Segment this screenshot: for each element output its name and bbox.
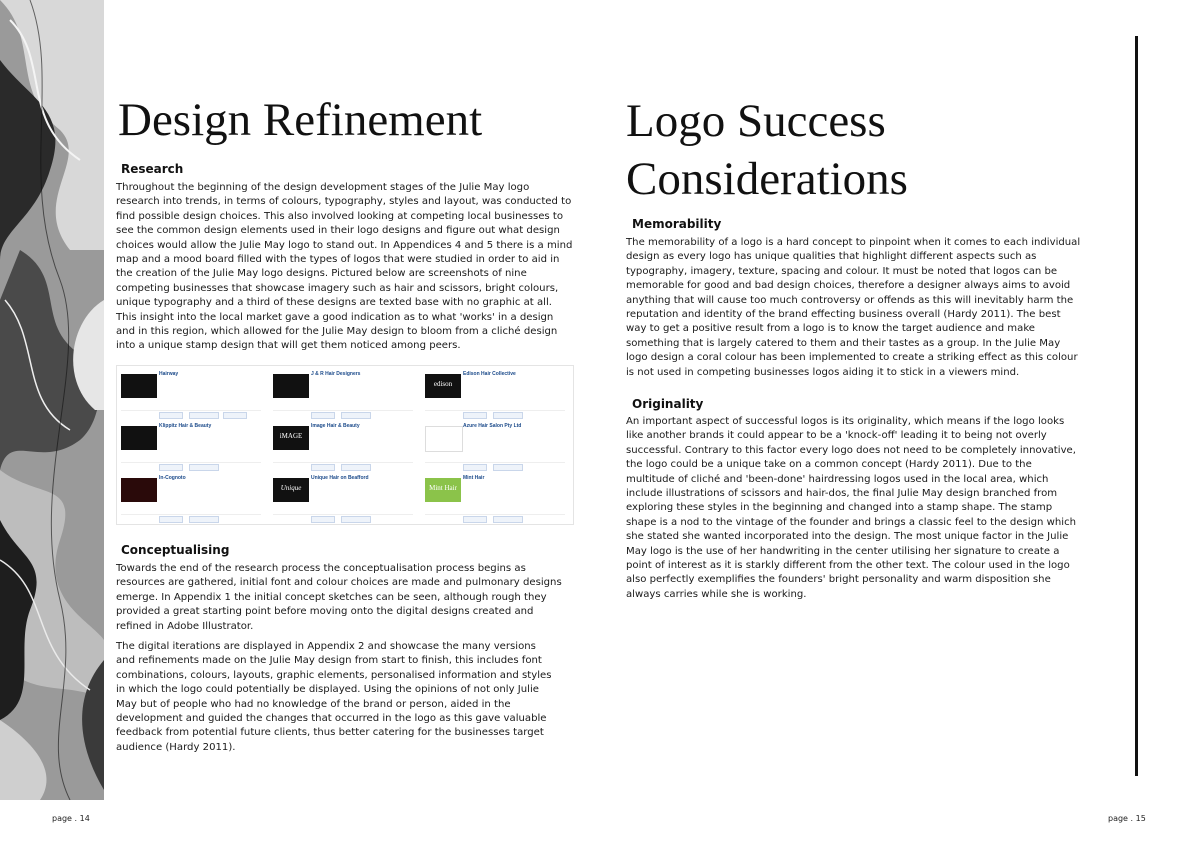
competitor-name: Azure Hair Salon Pty Ltd — [463, 423, 522, 429]
competitor-listing — [271, 368, 419, 419]
right-margin-rule — [1135, 36, 1138, 776]
marble-texture-image — [0, 0, 104, 800]
memorability-heading: Memorability — [632, 217, 722, 231]
competitor-listing — [271, 472, 419, 523]
competitor-name: Klippitz Hair & Beauty — [159, 423, 212, 429]
competitor-listing — [271, 420, 419, 471]
conceptualising-paragraph-1: Towards the end of the research process the conceptualisation process begins as resources are gathered, initial font and colour choices are made and pulmonary designs emerge. In Appendix 1 the initial concept sketches can be seen, although rough they provided a great starting point before moving onto the digital designs created and refined in Adobe Illustrator. — [116, 563, 562, 632]
competitor-name: Mint Hair — [463, 475, 485, 481]
competitor-name: In-Cognoto — [159, 475, 186, 481]
originality-paragraph: An important aspect of successful logos is its originality, which means if the logo looks like another brands it could appear to be a 'knock-off' leading it to being not overly successful. Contrary to this factor every logo does not need to be completely innovative, the logo could be a unique take on a common concept (Hardy 2011). Due to the multitude of cliché and 'been-done' hairdressing logos used in the local area, which include illustrations of scissors and hair-dos, the final Julie May design branched from exploring these styles in the beginning and changed into a stamp shape. The stamp shape is a nod to the vintage of the founder and brings a classic feel to the design which she stated she wanted incorporated into the design. The most unique factor in the Julie May logo is the use of her handwriting in the center utilising her signature to create a point of interest as it is starkly different from the other text. The colour used in the logo also perfectly exemplifies the founders' bright personality and warm disposition she always carries while she is working. — [626, 416, 1077, 600]
competitor-logo: Unique — [273, 478, 309, 502]
competitor-logo — [121, 374, 157, 398]
conceptualising-paragraph-2: The digital iterations are displayed in Appendix 2 and showcase the many versions and refinements made on the Julie May design from start to finish, this includes font combinations, colours, layouts, graphic elements, personalised information and styles in which the logo could potentially be displayed. Using the opinions of not only Julie May but of people who had no knowledge of the brand or person, aided in the development and guided the changes that occurred in the logo as this gave valuable feedback from potential future clients, thus better catering for the businesses target audience (Hardy 2011). — [116, 641, 552, 753]
competitor-logo: Mint Hair — [425, 478, 461, 502]
competitor-name: Edison Hair Collective — [463, 371, 516, 377]
right-page-title: Logo Success Considerations — [626, 95, 908, 205]
competitor-listing — [423, 420, 571, 471]
memorability-paragraph: The memorability of a logo is a hard concept to pinpoint when it comes to each individual design as every logo has unique qualities that highlight different aspects such as typography, imagery, texture, spacing and colour. It must be noted that logos can be memorable for good and bad design choices, therefore a designer always aims to avoid anything that will cause too much controversy or offends as this will inevitably harm the reputation and identity of the brand effecting business overall (Hardy 2011). The best way to get a positive result from a logo is to know the target audience and make something that is largely catered to them and their tastes as a group. In the Julie May logo design a coral colour has been implemented to create a striking effect as this colour is not used in competing businesses logos aiding it to stick in a viewers mind. — [626, 237, 1081, 378]
competitor-logo — [121, 426, 157, 450]
research-heading: Research — [121, 162, 184, 176]
competitor-screenshots — [116, 365, 574, 525]
originality-heading: Originality — [632, 397, 704, 411]
competitor-name: Hairway — [159, 371, 179, 377]
competitor-logo: edison — [425, 374, 461, 398]
left-page-title: Design Refinement — [118, 94, 483, 146]
competitor-name: Unique Hair on Beafford — [311, 475, 369, 481]
competitor-logo — [121, 478, 157, 502]
competitor-logo — [425, 426, 463, 452]
competitor-logo — [273, 374, 309, 398]
competitor-listing — [423, 368, 571, 419]
competitor-listing — [119, 368, 267, 419]
left-page-number: page . 14 — [52, 814, 90, 823]
research-paragraph: Throughout the beginning of the design development stages of the Julie May logo research into trends, in terms of colours, typography, styles and layout, was conducted to find possible design choices. This also involved looking at competing local businesses to see the common design elements used in their logo designs and figure out what design choices would allow the Julie May logo to stand out. In Appendices 4 and 5 there is a mind map and a mood board filled with the types of logos that were studied in order to aid in the creation of the Julie May logo designs. Pictured below are screenshots of nine competing businesses that showcase imagery such as hair and scissors, bright colours, unique typography and a third of these designs are texted base with no graphic at all. This insight into the local market gave a good indication as to what 'works' in a design and in this region, which allowed for the Julie May design to bloom from a cliché design into a unique stamp design that will get them noticed among peers. — [116, 182, 573, 352]
competitor-logo: iMAGE — [273, 426, 309, 450]
competitor-name: Image Hair & Beauty — [311, 423, 360, 429]
right-page-number: page . 15 — [1108, 814, 1146, 823]
competitor-listing — [119, 420, 267, 471]
competitor-listing — [119, 472, 267, 523]
conceptualising-heading: Conceptualising — [121, 543, 230, 557]
competitor-name: J & R Hair Designers — [311, 371, 361, 377]
competitor-listing — [423, 472, 571, 523]
